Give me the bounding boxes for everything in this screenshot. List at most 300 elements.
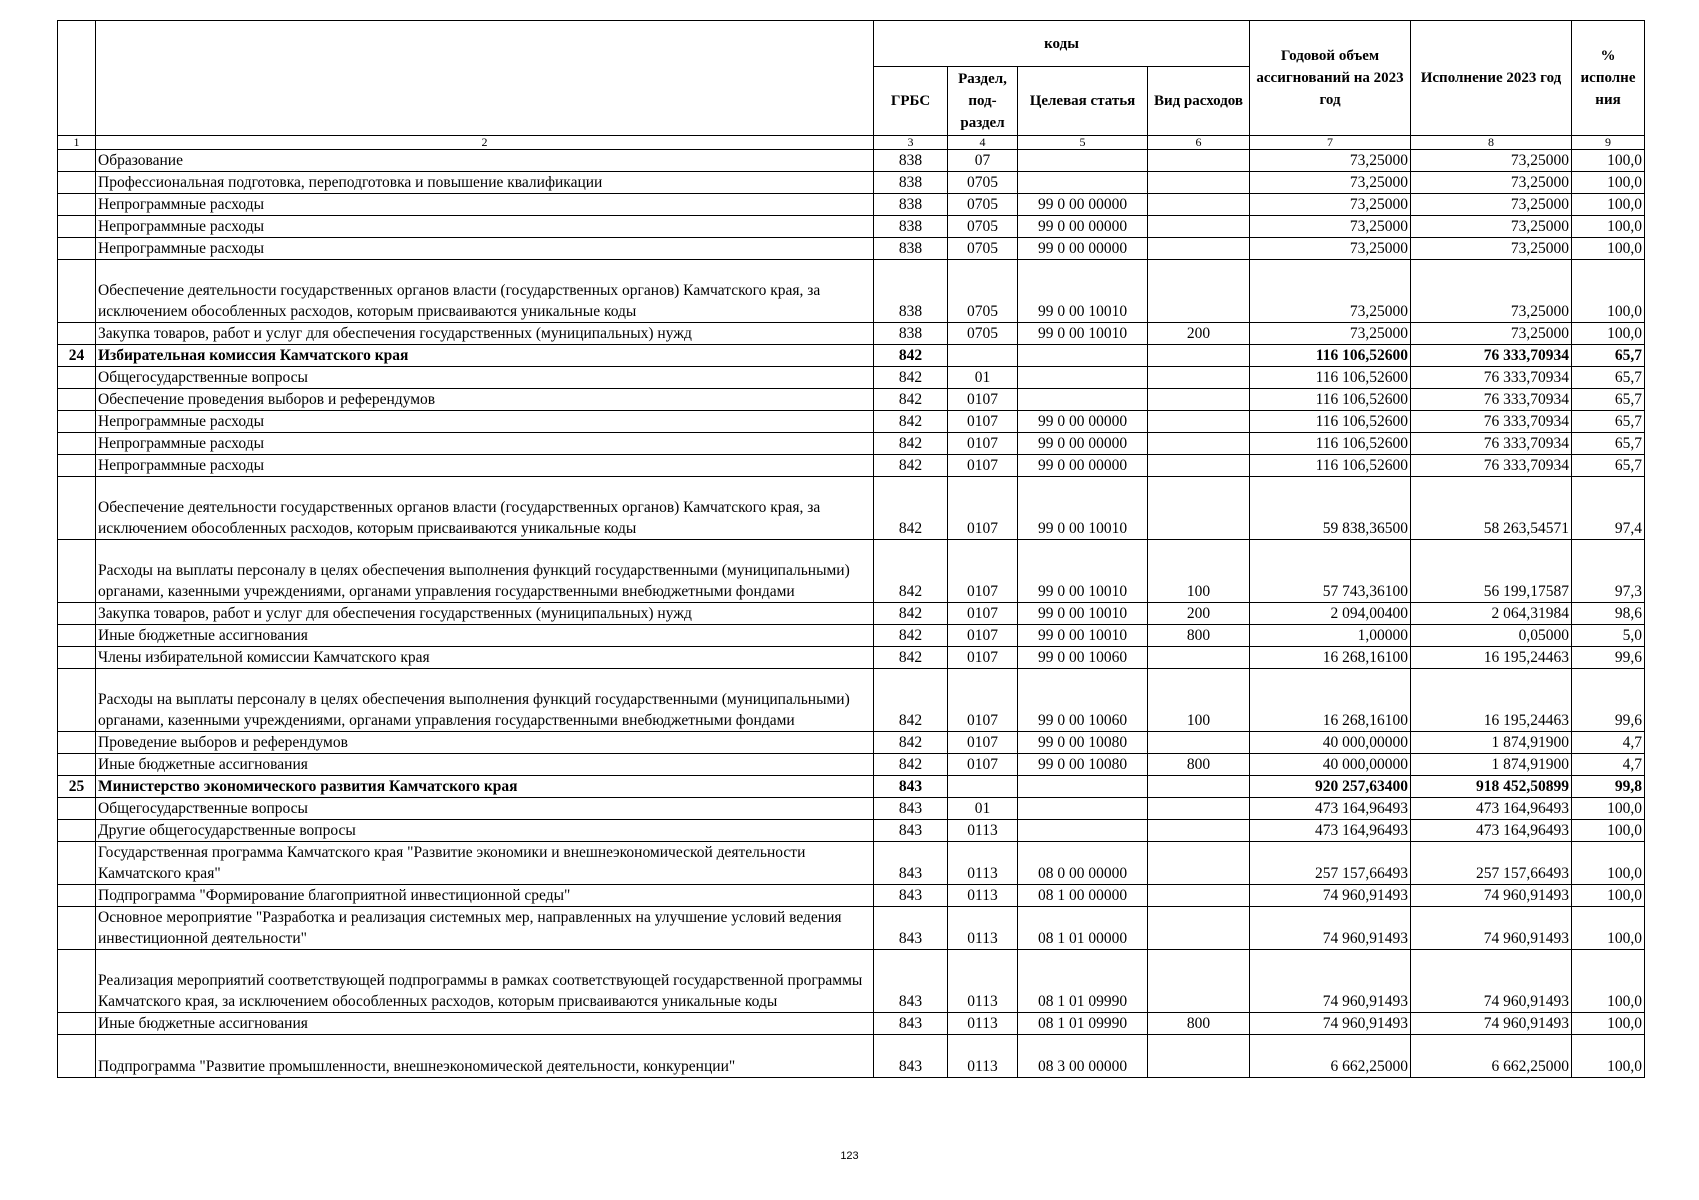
- row-annual: 74 960,91493: [1250, 950, 1411, 1013]
- row-number: [58, 1013, 96, 1035]
- row-execution: 473 164,96493: [1411, 798, 1572, 820]
- row-percent: 100,0: [1572, 842, 1645, 885]
- row-target: 99 0 00 10010: [1018, 603, 1148, 625]
- row-annual: 73,25000: [1250, 216, 1411, 238]
- row-execution: 74 960,91493: [1411, 907, 1572, 950]
- row-annual: 257 157,66493: [1250, 842, 1411, 885]
- row-expense-type: [1148, 411, 1250, 433]
- row-execution: 73,25000: [1411, 238, 1572, 260]
- row-name: Непрограммные расходы: [96, 194, 874, 216]
- row-number: [58, 150, 96, 172]
- row-name: Проведение выборов и референдумов: [96, 732, 874, 754]
- row-section: 0113: [948, 820, 1018, 842]
- row-execution: 2 064,31984: [1411, 603, 1572, 625]
- row-percent: 65,7: [1572, 455, 1645, 477]
- row-name: Государственная программа Камчатского края "Развитие экономики и внешнеэкономической деятельности Камчатского края": [96, 842, 874, 885]
- row-name: Обеспечение проведения выборов и референдумов: [96, 389, 874, 411]
- row-section: 0113: [948, 907, 1018, 950]
- row-section: 0705: [948, 260, 1018, 323]
- row-grbs: 843: [874, 907, 948, 950]
- table-row: [58, 776, 1645, 798]
- row-percent: 4,7: [1572, 754, 1645, 776]
- row-name: Обеспечение деятельности государственных органов власти (государственных органов) Камчатского края, за исключением обособленных расходов, которым присваиваются уникальные коды: [96, 477, 874, 540]
- row-grbs: 843: [874, 842, 948, 885]
- row-grbs: 842: [874, 455, 948, 477]
- row-expense-type: [1148, 1035, 1250, 1078]
- row-section: 0107: [948, 732, 1018, 754]
- row-section: 0113: [948, 1035, 1018, 1078]
- row-percent: 97,4: [1572, 477, 1645, 540]
- row-grbs: 838: [874, 260, 948, 323]
- row-number: [58, 238, 96, 260]
- row-name: Расходы на выплаты персоналу в целях обеспечения выполнения функций государственными (муниципальными) органами, казенными учреждениями, органами управления государственными внебюджетными фондами: [96, 669, 874, 732]
- row-annual: 116 106,52600: [1250, 455, 1411, 477]
- row-target: [1018, 820, 1148, 842]
- header-expense-type: Вид расходов: [1148, 67, 1250, 136]
- col-index: 3: [874, 136, 948, 150]
- row-section: 0107: [948, 455, 1018, 477]
- row-name: Непрограммные расходы: [96, 433, 874, 455]
- row-expense-type: [1148, 216, 1250, 238]
- row-annual: 73,25000: [1250, 172, 1411, 194]
- row-expense-type: 800: [1148, 1013, 1250, 1035]
- table-row: [58, 411, 1645, 433]
- row-number: [58, 669, 96, 732]
- row-target: 99 0 00 10010: [1018, 540, 1148, 603]
- row-grbs: 842: [874, 389, 948, 411]
- row-execution: 56 199,17587: [1411, 540, 1572, 603]
- row-target: 99 0 00 00000: [1018, 433, 1148, 455]
- row-annual: 116 106,52600: [1250, 433, 1411, 455]
- row-expense-type: [1148, 150, 1250, 172]
- table-row: [58, 150, 1645, 172]
- row-annual: 74 960,91493: [1250, 907, 1411, 950]
- row-name: Расходы на выплаты персоналу в целях обеспечения выполнения функций государственными (муниципальными) органами, казенными учреждениями, органами управления государственными внебюджетными фондами: [96, 540, 874, 603]
- row-percent: 65,7: [1572, 367, 1645, 389]
- row-name: Подпрограмма "Развитие промышленности, внешнеэкономической деятельности, конкуренции": [96, 1035, 874, 1078]
- row-section: 0107: [948, 540, 1018, 603]
- row-target: 99 0 00 10010: [1018, 625, 1148, 647]
- row-target: 99 0 00 10060: [1018, 669, 1148, 732]
- row-execution: 73,25000: [1411, 323, 1572, 345]
- row-name: Общегосударственные вопросы: [96, 367, 874, 389]
- row-section: [948, 776, 1018, 798]
- col-index: 7: [1250, 136, 1411, 150]
- row-annual: 116 106,52600: [1250, 345, 1411, 367]
- row-execution: 76 333,70934: [1411, 455, 1572, 477]
- col-index: 4: [948, 136, 1018, 150]
- page-number: 123: [840, 1150, 859, 1162]
- header-execution: Исполнение 2023 год: [1411, 21, 1572, 136]
- table-row: [58, 603, 1645, 625]
- row-percent: 100,0: [1572, 194, 1645, 216]
- header-index-cell: [58, 21, 96, 136]
- row-target: 99 0 00 10010: [1018, 477, 1148, 540]
- table-row: [58, 732, 1645, 754]
- table-row: [58, 238, 1645, 260]
- row-annual: 116 106,52600: [1250, 411, 1411, 433]
- col-index: 6: [1148, 136, 1250, 150]
- row-name: Иные бюджетные ассигнования: [96, 754, 874, 776]
- row-expense-type: [1148, 455, 1250, 477]
- row-execution: 1 874,91900: [1411, 754, 1572, 776]
- row-annual: 16 268,16100: [1250, 669, 1411, 732]
- row-annual: 2 094,00400: [1250, 603, 1411, 625]
- row-section: 0113: [948, 842, 1018, 885]
- row-section: 0705: [948, 194, 1018, 216]
- row-name: Непрограммные расходы: [96, 216, 874, 238]
- table-row: [58, 885, 1645, 907]
- row-execution: 16 195,24463: [1411, 647, 1572, 669]
- row-grbs: 842: [874, 625, 948, 647]
- table-row: [58, 842, 1645, 885]
- row-grbs: 843: [874, 798, 948, 820]
- row-grbs: 838: [874, 323, 948, 345]
- row-number: [58, 323, 96, 345]
- row-number: [58, 754, 96, 776]
- row-target: 99 0 00 10080: [1018, 754, 1148, 776]
- row-section: 0107: [948, 389, 1018, 411]
- col-index: 5: [1018, 136, 1148, 150]
- row-percent: 100,0: [1572, 216, 1645, 238]
- row-number: [58, 907, 96, 950]
- row-execution: 473 164,96493: [1411, 820, 1572, 842]
- row-number: [58, 885, 96, 907]
- row-name: Закупка товаров, работ и услуг для обеспечения государственных (муниципальных) нужд: [96, 603, 874, 625]
- row-number: 24: [58, 345, 96, 367]
- row-percent: 5,0: [1572, 625, 1645, 647]
- row-execution: 73,25000: [1411, 172, 1572, 194]
- row-annual: 74 960,91493: [1250, 1013, 1411, 1035]
- row-expense-type: [1148, 647, 1250, 669]
- row-grbs: 842: [874, 367, 948, 389]
- row-expense-type: [1148, 732, 1250, 754]
- row-target: [1018, 172, 1148, 194]
- row-target: [1018, 798, 1148, 820]
- row-section: 0113: [948, 950, 1018, 1013]
- row-grbs: 842: [874, 754, 948, 776]
- row-section: 0107: [948, 411, 1018, 433]
- row-expense-type: 800: [1148, 625, 1250, 647]
- row-name: Непрограммные расходы: [96, 455, 874, 477]
- row-number: [58, 950, 96, 1013]
- row-section: 07: [948, 150, 1018, 172]
- row-section: 0113: [948, 885, 1018, 907]
- row-execution: 257 157,66493: [1411, 842, 1572, 885]
- row-target: [1018, 345, 1148, 367]
- row-target: [1018, 776, 1148, 798]
- budget-table: [57, 20, 1645, 1078]
- row-expense-type: [1148, 950, 1250, 1013]
- row-expense-type: [1148, 477, 1250, 540]
- row-section: 0107: [948, 669, 1018, 732]
- row-execution: 918 452,50899: [1411, 776, 1572, 798]
- row-execution: 74 960,91493: [1411, 1013, 1572, 1035]
- row-number: [58, 842, 96, 885]
- row-target: 08 0 00 00000: [1018, 842, 1148, 885]
- row-percent: 99,8: [1572, 776, 1645, 798]
- header-percent: % исполне ния: [1572, 21, 1645, 136]
- row-section: 0107: [948, 433, 1018, 455]
- row-grbs: 842: [874, 345, 948, 367]
- col-index: 2: [96, 136, 874, 150]
- header-codes: коды: [874, 21, 1250, 67]
- row-section: 0705: [948, 172, 1018, 194]
- col-index: 1: [58, 136, 96, 150]
- row-annual: 16 268,16100: [1250, 647, 1411, 669]
- row-name: Закупка товаров, работ и услуг для обеспечения государственных (муниципальных) нужд: [96, 323, 874, 345]
- row-number: [58, 216, 96, 238]
- row-section: 0107: [948, 477, 1018, 540]
- row-target: 99 0 00 10010: [1018, 323, 1148, 345]
- row-grbs: 842: [874, 433, 948, 455]
- table-row: [58, 172, 1645, 194]
- row-target: [1018, 150, 1148, 172]
- row-execution: 6 662,25000: [1411, 1035, 1572, 1078]
- row-expense-type: [1148, 433, 1250, 455]
- row-execution: 76 333,70934: [1411, 411, 1572, 433]
- row-grbs: 843: [874, 950, 948, 1013]
- row-annual: 6 662,25000: [1250, 1035, 1411, 1078]
- row-name: Избирательная комиссия Камчатского края: [96, 345, 874, 367]
- row-grbs: 842: [874, 732, 948, 754]
- row-number: [58, 260, 96, 323]
- row-execution: 76 333,70934: [1411, 389, 1572, 411]
- row-percent: 100,0: [1572, 172, 1645, 194]
- row-expense-type: [1148, 194, 1250, 216]
- row-section: 0705: [948, 216, 1018, 238]
- table-row: [58, 389, 1645, 411]
- row-number: [58, 625, 96, 647]
- table-row: [58, 798, 1645, 820]
- table-row: [58, 1013, 1645, 1035]
- row-expense-type: 100: [1148, 540, 1250, 603]
- row-expense-type: [1148, 367, 1250, 389]
- row-percent: 99,6: [1572, 647, 1645, 669]
- row-execution: 1 874,91900: [1411, 732, 1572, 754]
- row-grbs: 842: [874, 411, 948, 433]
- row-grbs: 842: [874, 540, 948, 603]
- row-percent: 99,6: [1572, 669, 1645, 732]
- row-target: 99 0 00 10060: [1018, 647, 1148, 669]
- row-percent: 100,0: [1572, 238, 1645, 260]
- row-target: 99 0 00 10080: [1018, 732, 1148, 754]
- row-target: 99 0 00 00000: [1018, 238, 1148, 260]
- row-number: [58, 603, 96, 625]
- row-annual: 73,25000: [1250, 238, 1411, 260]
- row-expense-type: 100: [1148, 669, 1250, 732]
- row-grbs: 843: [874, 1013, 948, 1035]
- row-execution: 73,25000: [1411, 150, 1572, 172]
- table-row: [58, 323, 1645, 345]
- row-number: [58, 798, 96, 820]
- row-number: [58, 367, 96, 389]
- row-percent: 65,7: [1572, 433, 1645, 455]
- row-percent: 100,0: [1572, 907, 1645, 950]
- row-target: 99 0 00 00000: [1018, 216, 1148, 238]
- row-execution: 76 333,70934: [1411, 433, 1572, 455]
- row-grbs: 838: [874, 238, 948, 260]
- column-index-row: [58, 136, 1645, 150]
- row-annual: 73,25000: [1250, 194, 1411, 216]
- row-target: 99 0 00 00000: [1018, 194, 1148, 216]
- row-percent: 65,7: [1572, 345, 1645, 367]
- row-name: Профессиональная подготовка, переподготовка и повышение квалификации: [96, 172, 874, 194]
- row-number: 25: [58, 776, 96, 798]
- row-expense-type: [1148, 776, 1250, 798]
- row-section: 0107: [948, 625, 1018, 647]
- row-percent: 100,0: [1572, 798, 1645, 820]
- row-annual: 73,25000: [1250, 260, 1411, 323]
- row-annual: 473 164,96493: [1250, 798, 1411, 820]
- row-expense-type: [1148, 345, 1250, 367]
- row-execution: 58 263,54571: [1411, 477, 1572, 540]
- row-number: [58, 647, 96, 669]
- row-expense-type: [1148, 842, 1250, 885]
- row-name: Иные бюджетные ассигнования: [96, 1013, 874, 1035]
- row-expense-type: [1148, 885, 1250, 907]
- row-percent: 100,0: [1572, 323, 1645, 345]
- row-expense-type: 200: [1148, 603, 1250, 625]
- header-name-cell: [96, 21, 874, 136]
- row-number: [58, 477, 96, 540]
- table-row: [58, 477, 1645, 540]
- row-section: 01: [948, 798, 1018, 820]
- table-row: [58, 260, 1645, 323]
- table-row: [58, 669, 1645, 732]
- row-annual: 116 106,52600: [1250, 367, 1411, 389]
- row-grbs: 842: [874, 669, 948, 732]
- row-number: [58, 194, 96, 216]
- row-execution: 16 195,24463: [1411, 669, 1572, 732]
- row-target: [1018, 367, 1148, 389]
- table-row: [58, 367, 1645, 389]
- row-target: 08 1 01 00000: [1018, 907, 1148, 950]
- row-name: Общегосударственные вопросы: [96, 798, 874, 820]
- row-number: [58, 455, 96, 477]
- row-annual: 473 164,96493: [1250, 820, 1411, 842]
- row-annual: 40 000,00000: [1250, 754, 1411, 776]
- row-name: Непрограммные расходы: [96, 238, 874, 260]
- row-execution: 73,25000: [1411, 260, 1572, 323]
- row-target: 08 1 00 00000: [1018, 885, 1148, 907]
- row-grbs: 842: [874, 603, 948, 625]
- table-row: [58, 455, 1645, 477]
- row-grbs: 842: [874, 477, 948, 540]
- row-name: Иные бюджетные ассигнования: [96, 625, 874, 647]
- row-expense-type: 200: [1148, 323, 1250, 345]
- row-name: Реализация мероприятий соответствующей подпрограммы в рамках соответствующей государственной программы Камчатского края, за исключением обособленных расходов, которым присваиваются уникальные коды: [96, 950, 874, 1013]
- row-expense-type: [1148, 172, 1250, 194]
- row-number: [58, 389, 96, 411]
- table-row: [58, 194, 1645, 216]
- row-target: 99 0 00 00000: [1018, 411, 1148, 433]
- row-percent: 100,0: [1572, 1035, 1645, 1078]
- row-name: Члены избирательной комиссии Камчатского края: [96, 647, 874, 669]
- row-annual: 116 106,52600: [1250, 389, 1411, 411]
- table-row: [58, 950, 1645, 1013]
- row-section: 0107: [948, 754, 1018, 776]
- row-percent: 98,6: [1572, 603, 1645, 625]
- row-execution: 74 960,91493: [1411, 950, 1572, 1013]
- row-grbs: 843: [874, 820, 948, 842]
- row-grbs: 843: [874, 1035, 948, 1078]
- row-expense-type: [1148, 238, 1250, 260]
- row-number: [58, 411, 96, 433]
- row-target: 99 0 00 00000: [1018, 455, 1148, 477]
- row-execution: 0,05000: [1411, 625, 1572, 647]
- row-name: Непрограммные расходы: [96, 411, 874, 433]
- row-expense-type: [1148, 798, 1250, 820]
- row-percent: 65,7: [1572, 411, 1645, 433]
- row-grbs: 843: [874, 885, 948, 907]
- row-percent: 100,0: [1572, 260, 1645, 323]
- row-name: Подпрограмма "Формирование благоприятной инвестиционной среды": [96, 885, 874, 907]
- header-annual: Годовой объем ассигнований на 2023 год: [1250, 21, 1411, 136]
- row-section: 0107: [948, 647, 1018, 669]
- row-percent: 100,0: [1572, 1013, 1645, 1035]
- table-row: [58, 216, 1645, 238]
- table-row: [58, 433, 1645, 455]
- row-expense-type: 800: [1148, 754, 1250, 776]
- row-execution: 74 960,91493: [1411, 885, 1572, 907]
- table-row: [58, 907, 1645, 950]
- row-annual: 920 257,63400: [1250, 776, 1411, 798]
- row-annual: 40 000,00000: [1250, 732, 1411, 754]
- row-expense-type: [1148, 820, 1250, 842]
- row-percent: 65,7: [1572, 389, 1645, 411]
- row-number: [58, 820, 96, 842]
- row-annual: 74 960,91493: [1250, 885, 1411, 907]
- row-execution: 76 333,70934: [1411, 367, 1572, 389]
- row-target: 99 0 00 10010: [1018, 260, 1148, 323]
- row-percent: 4,7: [1572, 732, 1645, 754]
- row-name: Образование: [96, 150, 874, 172]
- row-target: 08 1 01 09990: [1018, 950, 1148, 1013]
- row-number: [58, 1035, 96, 1078]
- row-name: Обеспечение деятельности государственных органов власти (государственных органов) Камчатского края, за исключением обособленных расходов, которым присваиваются уникальные коды: [96, 260, 874, 323]
- header-target: Целевая статья: [1018, 67, 1148, 136]
- row-percent: 100,0: [1572, 820, 1645, 842]
- row-expense-type: [1148, 907, 1250, 950]
- row-section: [948, 345, 1018, 367]
- col-index: 8: [1411, 136, 1572, 150]
- row-annual: 1,00000: [1250, 625, 1411, 647]
- row-execution: 73,25000: [1411, 216, 1572, 238]
- row-expense-type: [1148, 389, 1250, 411]
- row-grbs: 842: [874, 647, 948, 669]
- row-number: [58, 732, 96, 754]
- header-grbs: ГРБС: [874, 67, 948, 136]
- row-grbs: 838: [874, 194, 948, 216]
- table-row: [58, 820, 1645, 842]
- table-row: [58, 754, 1645, 776]
- row-percent: 100,0: [1572, 150, 1645, 172]
- row-number: [58, 540, 96, 603]
- table-row: [58, 1035, 1645, 1078]
- row-number: [58, 172, 96, 194]
- row-grbs: 838: [874, 216, 948, 238]
- row-grbs: 838: [874, 150, 948, 172]
- row-annual: 73,25000: [1250, 150, 1411, 172]
- row-name: Министерство экономического развития Камчатского края: [96, 776, 874, 798]
- row-name: Другие общегосударственные вопросы: [96, 820, 874, 842]
- row-name: Основное мероприятие "Разработка и реализация системных мер, направленных на улучшение условий ведения инвестиционной деятельности": [96, 907, 874, 950]
- row-annual: 59 838,36500: [1250, 477, 1411, 540]
- row-section: 0107: [948, 603, 1018, 625]
- row-target: 08 3 00 00000: [1018, 1035, 1148, 1078]
- row-section: 0705: [948, 238, 1018, 260]
